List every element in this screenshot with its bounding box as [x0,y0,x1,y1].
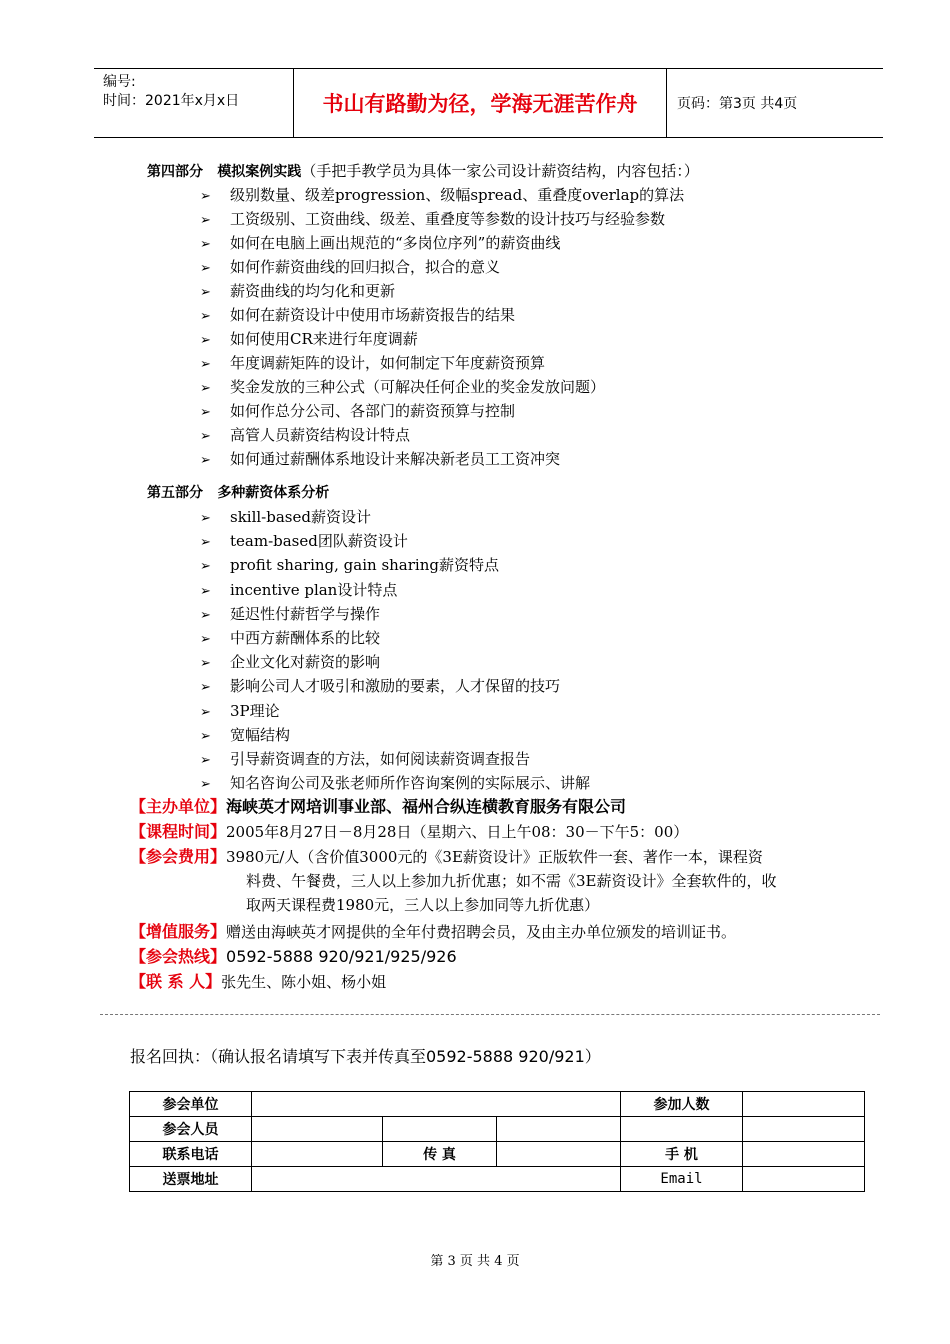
list-item [200,627,380,648]
arrow-bullet-icon: ➢ [200,453,211,468]
list-item [200,506,371,527]
people-field-3[interactable] [497,1117,621,1142]
contact-row [130,970,386,994]
table-row [130,1117,865,1142]
list-item-text: 引导薪资调查的方法，如何阅读薪资调查报告 [230,750,531,768]
fee-line-2: 料费、午餐费，三人以上参加九折优惠；如不需《3E薪资设计》全套软件的，收 [246,872,777,890]
fax-field[interactable] [497,1142,621,1167]
service-row [130,920,736,944]
list-item [200,304,515,325]
list-item-text: 如何作薪资曲线的回归拟合，拟合的意义 [230,258,501,276]
arrow-bullet-icon: ➢ [200,607,211,623]
arrow-bullet-icon: ➢ [200,777,211,793]
list-item-text: 奖金发放的三种公式（可解决任何企业的奖金发放问题） [230,378,606,396]
part4-label: 第四部分 [147,164,203,180]
contact-value: 张先生、陈小姐、杨小姐 [221,973,387,991]
header-page-label: 页码：第3页 共4页 [677,96,798,112]
fee-line-3: 取两天课程费1980元，三人以上参加同等九折优惠） [246,896,600,914]
list-item [200,603,380,624]
registration-title: 报名回执：（确认报名请填写下表并传真至0592-5888 920/921） [130,1047,601,1066]
list-item [200,724,290,745]
arrow-bullet-icon: ➢ [200,656,211,672]
time-label: 时间：2021年x月x日 [103,93,240,109]
part4-title: 模拟案例实践 [217,164,302,180]
list-item-text: 级别数量、级差progression、级幅spread、重叠度overlap的算法 [230,186,685,204]
count-label: 参加人数 [621,1092,743,1117]
hotline-label: 【参会热线】 [130,947,227,966]
list-item [200,280,395,301]
list-item [200,530,408,551]
list-item-text: 薪资曲线的均匀化和更新 [230,282,396,300]
list-item [200,424,410,445]
list-item-text: 高管人员薪资结构设计特点 [230,426,411,444]
people-field-1[interactable] [252,1117,383,1142]
email-label: Email [621,1167,743,1192]
time-row [130,820,688,844]
arrow-bullet-icon: ➢ [200,309,211,324]
table-row [130,1092,865,1117]
header-meta [94,69,294,137]
organizer-label: 【主办单位】 [130,797,227,816]
table-row [130,1142,865,1167]
list-item-text: 年度调薪矩阵的设计，如何制定下年度薪资预算 [230,354,546,372]
list-item-text: 宽幅结构 [230,725,291,744]
arrow-bullet-icon: ➢ [200,357,211,372]
arrow-bullet-icon: ➢ [200,511,211,526]
list-item [200,554,499,575]
list-item-text: 中西方薪酬体系的比较 [230,629,381,647]
arrow-bullet-icon: ➢ [200,429,211,444]
list-item [200,448,560,469]
list-item [200,651,380,672]
code-label: 编号: [103,74,136,90]
arrow-bullet-icon: ➢ [200,213,211,228]
arrow-bullet-icon: ➢ [200,333,211,348]
arrow-bullet-icon: ➢ [200,261,211,276]
contact-label: 【联 系 人】 [130,972,222,991]
list-item-text: 3P理论 [230,701,280,720]
list-item [200,748,530,769]
arrow-bullet-icon: ➢ [200,728,211,744]
part5-label: 第五部分 [147,485,203,501]
arrow-bullet-icon: ➢ [200,704,211,720]
address-field[interactable] [252,1167,621,1192]
list-item-text: 如何使用CR来进行年度调薪 [230,330,418,348]
email-field[interactable] [743,1167,865,1192]
list-item [200,579,397,600]
list-item-text: 如何在薪资设计中使用市场薪资报告的结果 [230,306,516,324]
list-item-text: 工资级别、工资曲线、级差、重叠度等参数的设计技巧与经验参数 [230,210,666,228]
mobile-field[interactable] [743,1142,865,1167]
mobile-label: 手 机 [621,1142,743,1167]
list-item [200,184,684,205]
header-motto: 书山有路勤为径，学海无涯苦作舟 [294,69,667,137]
list-item [200,376,605,397]
people-field-4[interactable] [621,1117,743,1142]
list-item [200,256,500,277]
list-item [200,232,560,253]
list-item-text: 延迟性付薪哲学与操作 [230,604,381,623]
list-item-text: team-based团队薪资设计 [230,532,408,551]
unit-label: 参会单位 [130,1092,252,1117]
arrow-bullet-icon: ➢ [200,583,211,599]
part5-heading [147,482,329,502]
list-item-text: 如何通过薪酬体系地设计来解决新老员工工资冲突 [230,450,561,468]
arrow-bullet-icon: ➢ [200,285,211,300]
fee-line-1: 3980元/人（含价值3000元的《3E薪资设计》正版软件一套、著作一本，课程资 [226,848,763,866]
hotline-row [130,945,457,969]
list-item-text: 影响公司人才吸引和激励的要素，人才保留的技巧 [230,677,561,696]
arrow-bullet-icon: ➢ [200,535,211,551]
list-item [200,328,418,349]
unit-field[interactable] [252,1092,621,1117]
fax-label: 传 真 [383,1142,497,1167]
people-field-2[interactable] [383,1117,497,1142]
service-value: 赠送由海峡英才网提供的全年付费招聘会员，及由主办单位颁发的培训证书。 [226,923,737,941]
address-label: 送票地址 [130,1167,252,1192]
list-item [200,675,560,696]
people-field-5[interactable] [743,1117,865,1142]
list-item-text: incentive plan设计特点 [230,580,398,599]
list-item [200,208,665,229]
organizer-value: 海峡英才网培训事业部、福州合纵连横教育服务有限公司 [226,797,627,816]
time-label: 【课程时间】 [130,822,227,841]
service-label: 【增值服务】 [130,922,227,941]
phone-field[interactable] [252,1142,383,1167]
arrow-bullet-icon: ➢ [200,632,211,647]
fee-label: 【参会费用】 [130,847,227,866]
list-item-text: 如何作总分公司、各部门的薪资预算与控制 [230,402,516,420]
list-item-text: skill-based薪资设计 [230,508,371,526]
page-footer: 第 3 页 共 4 页 [430,1254,520,1269]
page-header [94,68,883,138]
arrow-bullet-icon: ➢ [200,753,211,768]
arrow-bullet-icon: ➢ [200,405,211,420]
count-field[interactable] [743,1092,865,1117]
list-item [200,772,590,793]
arrow-bullet-icon: ➢ [200,381,211,396]
list-item [200,352,545,373]
arrow-bullet-icon: ➢ [200,237,211,252]
list-item-text: 如何在电脑上画出规范的“多岗位序列”的薪资曲线 [230,234,561,252]
part4-note: （手把手教学员为具体一家公司设计薪资结构，内容包括：） [301,162,699,180]
part5-title: 多种薪资体系分析 [217,485,330,501]
table-row [130,1167,865,1192]
list-item-text: profit sharing, gain sharing薪资特点 [230,556,499,575]
list-item-text: 企业文化对薪资的影响 [230,653,381,672]
list-item-text: 知名咨询公司及张老师所作咨询案例的实际展示、讲解 [230,774,591,793]
cut-line [100,1014,880,1015]
list-item [200,700,280,721]
time-value: 2005年8月27日－8月28日（星期六、日上午08：30－下午5：00） [226,823,689,841]
people-label: 参会人员 [130,1117,252,1142]
fee-row [130,845,777,917]
phone-label: 联系电话 [130,1142,252,1167]
list-item [200,400,515,421]
arrow-bullet-icon: ➢ [200,559,211,575]
organizer-row [130,795,626,819]
arrow-bullet-icon: ➢ [200,189,211,204]
arrow-bullet-icon: ➢ [200,680,211,696]
hotline-value: 0592-5888 920/921/925/926 [226,947,457,966]
registration-form [129,1091,865,1192]
part4-heading [147,160,699,181]
